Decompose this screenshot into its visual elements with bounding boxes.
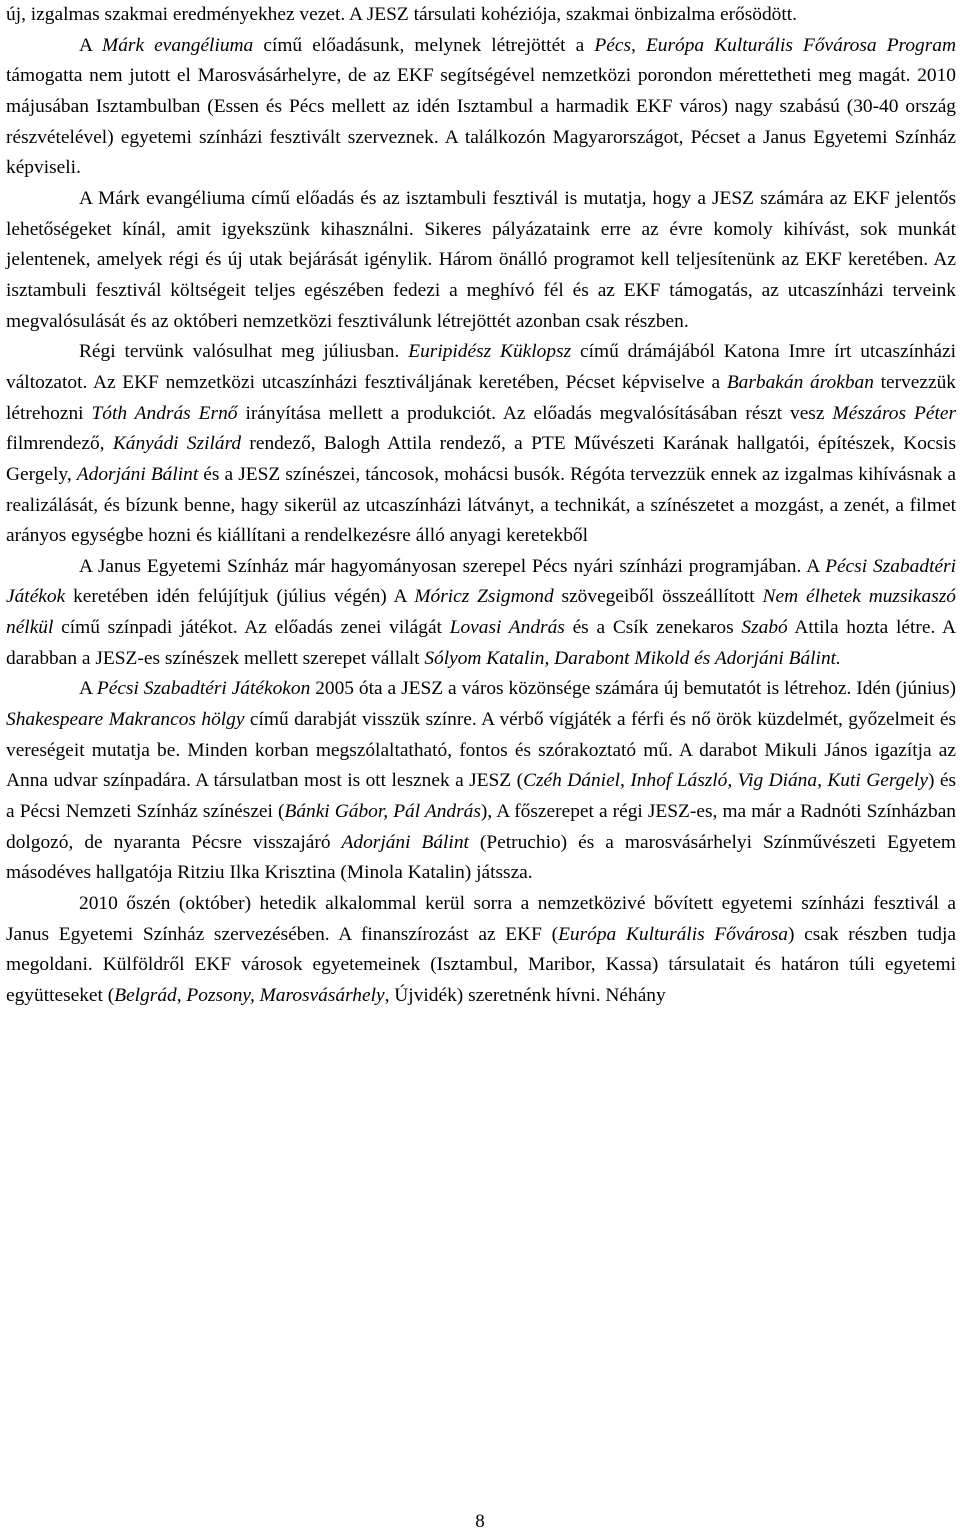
italic-text: Pécsi Szabadtéri Játékok — [6, 555, 957, 608]
paragraph — [6, 674, 956, 889]
italic-text: Mészáros Péter — [832, 402, 957, 424]
text-run: rendező, Balogh Attila rendező, a PTE Művészeti Karának hallgatói, építészek, Kocsis Gergely, — [6, 433, 956, 485]
italic-text: Márk evangéliuma — [102, 34, 254, 56]
text-run: filmrendező, — [6, 433, 113, 455]
italic-text: Belgrád, Pozsony, Marosvásárhely — [114, 985, 385, 1006]
text-run: című drámájából Katona Imre írt utcaszínházi változatot. Az EKF nemzetközi utcaszínházi fesztiváljának keretében, Pécset képviselve a — [6, 341, 957, 393]
text-run: (Petruchio) és a marosvásárhelyi Színművészeti Egyetem másodéves hallgatója Ritziu Ilka Krisztina (Minola Katalin) játssza. — [6, 831, 957, 884]
text-run: támogatta nem jutott el Marosvásárhelyre, de az EKF segítségével nemzetközi porondon mérettetheti meg magát. 2010 májusában Isztambulban (Essen és Pécs mellett az idén Isztambul a harmadik EKF város) nagy szabású (30-40 ország részvételével) egyetemi színházi fesztivált szerveznek. A találkozón Magyarországot, Pécset a Janus Egyetemi Színház képviseli. — [6, 65, 956, 179]
text-run: című darabját visszük színre. A vérbő vígjáték a férfi és nő örök küzdelmét, győzelmeit és vereségeit mutatja be. Minden korban megszólaltatható, fontos és szórakoztató mű. A darabot Mikuli János igazítja az Anna udvar színpadára. A társulatban most is ott lesznek a JESZ ( — [6, 709, 956, 792]
italic-text: Shakespeare Makrancos hölgy — [6, 709, 245, 731]
text-run: Régi tervünk valósulhat meg júliusban. — [79, 341, 409, 363]
text-run: , Újvidék) szeretnénk hívni. Néhány — [384, 985, 666, 1006]
text-run: A Janus Egyetemi Színház már hagyományosan szerepel Pécs nyári színházi programjában. A — [79, 555, 826, 577]
document-body — [6, 0, 956, 1012]
italic-text: Adorjáni Bálint — [341, 831, 469, 853]
text-run: ), A főszerepet a régi JESZ-es, ma már a Radnóti Színházban dolgozó, de nyaranta Pécsre visszajáró — [6, 801, 956, 853]
text-run: című színpadi játékot. Az előadás zenei világát — [53, 617, 450, 639]
text-run: irányítása mellett a produkciót. Az előadás megvalósításában részt vesz — [237, 402, 833, 424]
italic-text: Nem élhetek muzsikaszó nélkül — [6, 586, 956, 639]
text-run: keretében idén felújítjuk (július végén) A — [65, 586, 415, 608]
text-run: Attila hozta létre. A darabban a JESZ-es színészek mellett szerepet vállalt — [6, 617, 956, 669]
text-run: A — [79, 34, 103, 56]
italic-text: Bánki Gábor, Pál András — [284, 801, 481, 823]
paragraph — [6, 184, 956, 337]
paragraph — [6, 889, 956, 1012]
italic-text: Pécsi Szabadtéri Játékokon — [96, 678, 311, 700]
text-run: tervezzük létrehozni — [6, 371, 956, 424]
paragraph — [6, 31, 956, 184]
paragraph — [6, 337, 956, 552]
text-run: 2005 óta a JESZ a város közönsége számára új bemutatót is létrehoz. Idén (június) — [310, 678, 957, 700]
italic-text: Tóth András Ernő — [91, 402, 238, 424]
italic-text: Sólyom Katalin, Darabont Mikold és Adorjáni Bálint. — [424, 647, 841, 669]
paragraph — [6, 0, 956, 31]
italic-text: Kányádi Szilárd — [112, 433, 242, 455]
italic-text: Barbakán árokban — [726, 371, 874, 393]
italic-text: Euripidész Küklopsz — [408, 341, 572, 363]
italic-text: Lovasi András — [449, 617, 565, 639]
text-run: és a Csík zenekaros — [564, 617, 742, 639]
text-run: ) és a Pécsi Nemzeti Színház színészei ( — [6, 770, 957, 823]
italic-text: Pécs, Európa Kulturális Fővárosa Program — [594, 34, 957, 56]
italic-text: Czéh Dániel, Inhof László, Vig Diána, Kuti Gergely — [523, 770, 928, 792]
text-run: 2010 őszén (október) hetedik alkalommal kerül sorra a nemzetközivé bővített egyetemi színházi fesztivál a Janus Egyetemi Színház szervezésében. A finanszírozást az EKF ( — [6, 893, 956, 945]
italic-text: Móricz Zsigmond — [414, 586, 554, 608]
paragraph — [6, 552, 956, 675]
text-run: és a JESZ színészei, táncosok, mohácsi busók. Régóta tervezzük ennek az izgalmas kihívásnak a realizálását, és bízunk benne, hagy sikerül az utcaszínházi látványt, a technikát, a színészetet a mozgást, a zenét, a filmet arányos egységbe hozni és kiállítani a rendelkezésre álló anyagi keretekből — [6, 463, 956, 547]
italic-text: Adorjáni Bálint — [76, 463, 199, 485]
page-number: 8 — [475, 1511, 485, 1532]
text-run: A — [79, 678, 97, 700]
text-run: A Márk evangéliuma című előadás és az isztambuli fesztivál is mutatja, hogy a JESZ számára az EKF jelentős lehetőségeket kínál, amit igyekszünk kihasználni. Sikeres pályázataink erre az évre komoly kihívást, sok munkát jelentenek, amelyek régi és új utak bejárását igénylik. Három önálló programot kell teljesítenünk az EKF keretében. Az isztambuli fesztivál költségeit teljes egészében fedezi a meghívó fél és az EKF támogatás, az utcaszínházi terveink megvalósulását és az októberi nemzetközi fesztiválunk létrejöttét azonban csak részben. — [6, 187, 956, 332]
italic-text: Európa Kulturális Fővárosa — [558, 923, 788, 945]
text-run: ) csak részben tudja megoldani. Külföldről EKF városok egyetemeinek (Isztambul, Maribor, Kassa) társulatait és határon túli egyetemi együtteseket ( — [6, 923, 956, 1006]
text-run: új, izgalmas szakmai eredményekhez vezet. A JESZ társulati kohéziója, szakmai önbizalma erősödött. — [6, 4, 797, 25]
italic-text: Szabó — [741, 617, 788, 639]
text-run: szövegeiből összeállított — [553, 586, 763, 608]
text-run: című előadásunk, melynek létrejöttét a — [253, 34, 595, 56]
